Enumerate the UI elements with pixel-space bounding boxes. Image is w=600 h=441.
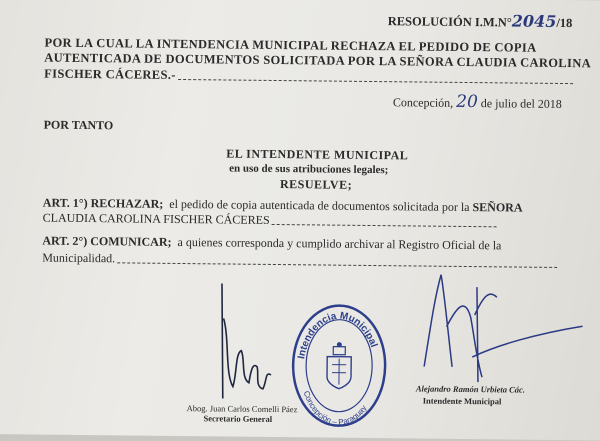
signature-1-name: Abog. Juan Carlos Comelli Páez	[186, 403, 298, 415]
municipal-seal	[288, 300, 389, 431]
resolution-number: RESOLUCIÓN I.M.N°2045/18	[387, 11, 573, 31]
place-date: Concepción, 20 de julio del 2018	[392, 91, 562, 113]
atribuciones-line: en uso de sus atribuciones legales;	[229, 162, 389, 177]
seal-top-text: Intendencia Municipal	[296, 310, 380, 360]
article-2-line-2: Municipalidad.	[42, 251, 557, 271]
title-line-2: AUTENTICADA DE DOCUMENTOS SOLICITADA POR LA SEÑORA CLAUDIA CAROLINA	[44, 50, 592, 71]
signature-intendente	[416, 266, 587, 388]
handwritten-resolution-number: 2045	[511, 11, 557, 31]
resuelve-heading: RESUELVE;	[279, 177, 353, 192]
seal-bottom-text: Concepción – Paraguay	[301, 389, 369, 427]
article-1-line-1: ART. 1°) RECHAZAR; el pedido de copia autenticada de documentos solicitada por la SEÑORA	[42, 195, 523, 215]
title-line-1: POR LA CUAL LA INTENDENCIA MUNICIPAL RECHAZA EL PEDIDO DE COPIA	[44, 35, 537, 55]
title-line-3: FISCHER CÁCERES.-	[44, 67, 573, 88]
article-2-line-1: ART. 2°) COMUNICAR; a quienes corresponda y cumplido archivar al Registro Oficial de la	[42, 233, 502, 253]
intendente-heading: EL INTENDENTE MUNICIPAL	[226, 146, 409, 163]
article-1-line-2: CLAUDIA CAROLINA FISCHER CÁCERES	[43, 211, 497, 231]
por-tanto-heading: POR TANTO	[43, 117, 114, 133]
signature-2-name: Alejandro Ramón Urbieta Các.	[415, 383, 526, 395]
signature-1-role: Secretario General	[203, 413, 273, 424]
coat-of-arms-icon	[327, 342, 351, 389]
handwritten-day: 20	[456, 91, 478, 113]
signature-secretario	[211, 278, 292, 409]
signature-2-role: Intendente Municipal	[422, 395, 502, 407]
